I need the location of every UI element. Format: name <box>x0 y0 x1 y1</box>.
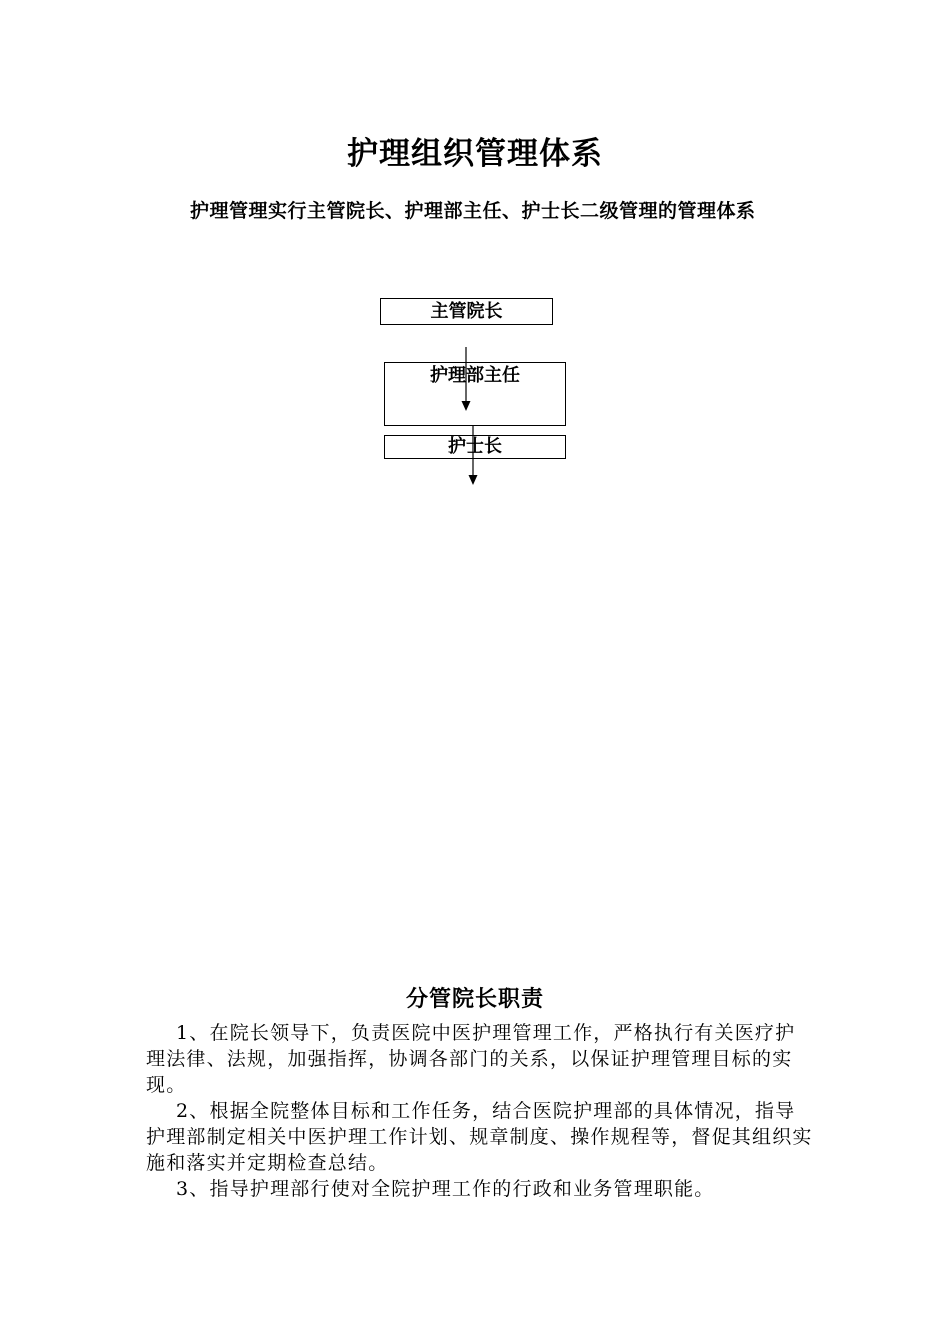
responsibility-item: 3、指导护理部行使对全院护理工作的行政和业务管理职能。 <box>176 1178 715 1200</box>
document-title: 护理组织管理体系 <box>347 136 603 172</box>
responsibilities-title: 分管院长职责 <box>405 986 544 1012</box>
org-node-head-nurse: 护士长 <box>384 435 566 459</box>
org-node-vice-president: 主管院长 <box>380 298 553 325</box>
org-node-nursing-director: 护理部主任 <box>384 362 566 426</box>
intro-paragraph: 护理管理实行主管院长、护理部主任、护士长二级管理的管理体系 <box>190 200 756 222</box>
responsibilities-list <box>146 1020 814 1202</box>
responsibility-item: 1、在院长领导下，负责医院中医护理管理工作，严格执行有关医疗护理法律、法规，加强指挥，协调各部门的关系，以保证护理管理目标的实现。 <box>146 1022 796 1096</box>
responsibility-item: 2、根据全院整体目标和工作任务，结合医院护理部的具体情况，指导护理部制定相关中医护理工作计划、规章制度、操作规程等，督促其组织实施和落实并定期检查总结。 <box>146 1100 813 1174</box>
